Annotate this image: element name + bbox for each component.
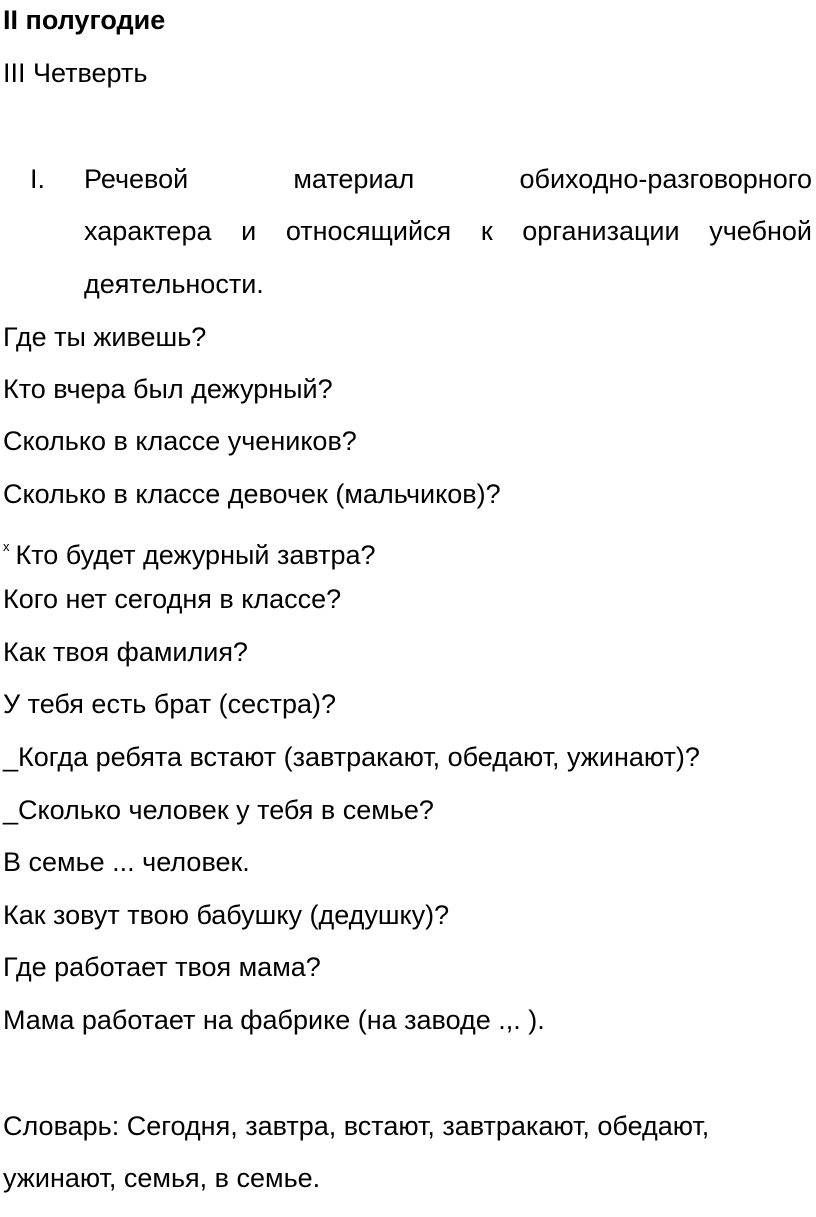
section-line-2: характера и относящийся к организации учебной xyxy=(84,216,812,246)
question-line: Как зовут твою бабушку (дедушку)? xyxy=(3,900,450,930)
vocabulary-line-2: ужинают, семья, в семье. xyxy=(3,1163,321,1193)
question-line: В семье ... человек. xyxy=(3,847,250,877)
vocabulary-line-1: Словарь: Сегодня, завтра, встают, завтракают, обедают, xyxy=(3,1111,710,1141)
superscript-mark: x xyxy=(3,539,10,554)
question-line: Как твоя фамилия? xyxy=(3,637,248,667)
question-line: У тебя есть брат (сестра)? xyxy=(3,689,337,719)
heading: II полугодие xyxy=(3,5,166,35)
section-marker: I. xyxy=(30,164,46,194)
subheading: III Четверть xyxy=(3,58,148,88)
question-line: Мама работает на фабрике (на заводе .,. ). xyxy=(3,1005,545,1035)
question-line: Сколько в классе девочек (мальчиков)? xyxy=(3,479,501,509)
question-line: Сколько в классе учеников? xyxy=(3,426,357,456)
question-line: Где работает твоя мама? xyxy=(3,952,321,982)
question-line: Где ты живешь? xyxy=(3,322,207,352)
question-line: _Когда ребята встают (завтракают, обедают, ужинают)? xyxy=(3,742,700,772)
section-line-3: деятельности. xyxy=(84,269,264,299)
question-text: Кто будет дежурный завтра? xyxy=(15,540,376,570)
question-line-marked xyxy=(3,531,376,571)
section-line-1: Речевой материал обиходно-разговорного xyxy=(84,164,812,194)
question-line: Кто вчера был дежурный? xyxy=(3,374,333,404)
question-line: Кого нет сегодня в классе? xyxy=(3,584,342,614)
question-line: _Сколько человек у тебя в семье? xyxy=(3,795,434,825)
